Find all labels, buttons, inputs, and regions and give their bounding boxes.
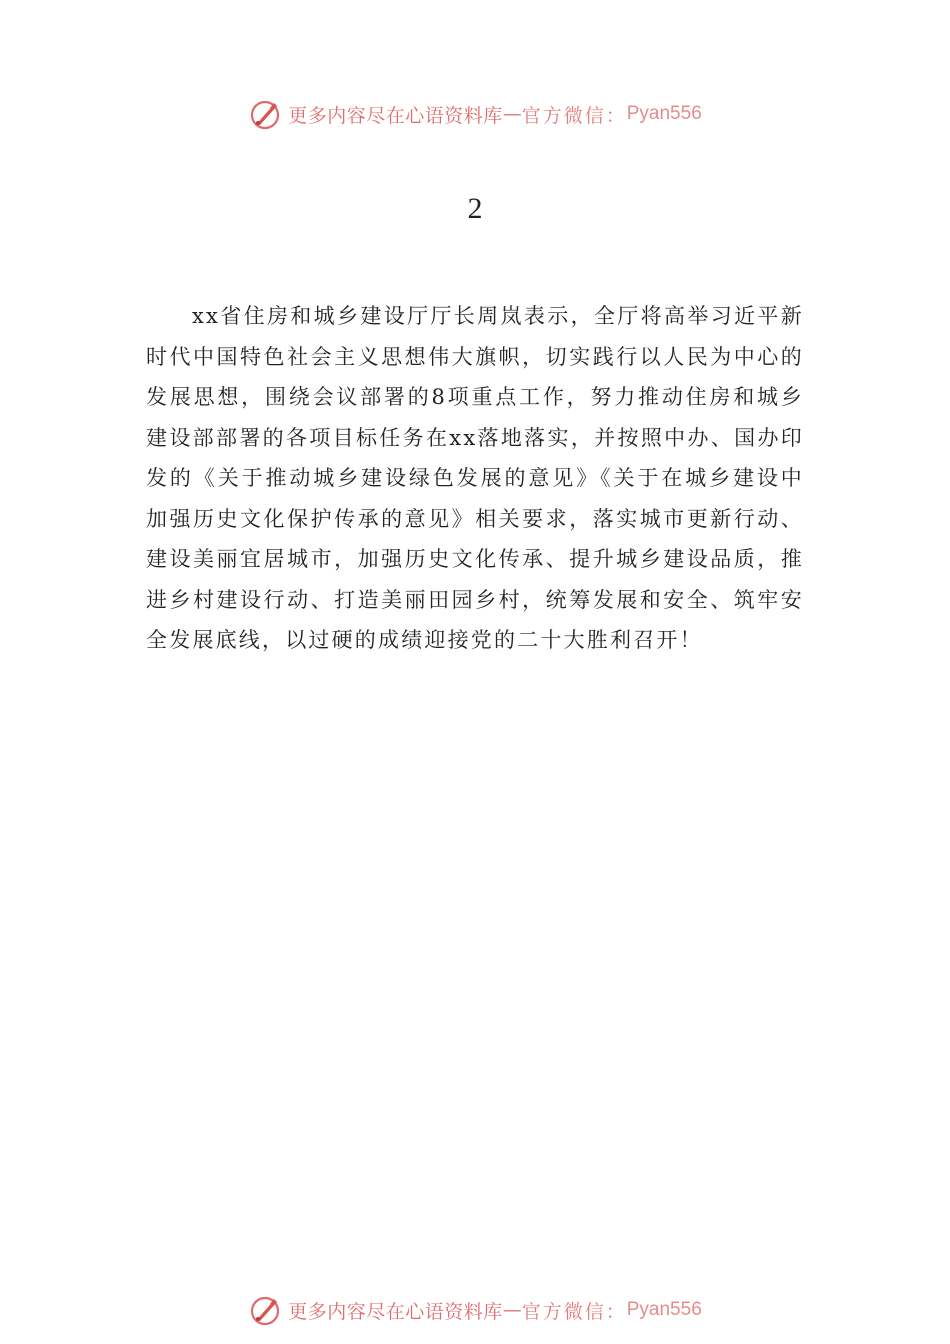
body-paragraph: xx省住房和城乡建设厅厅长周岚表示，全厅将高举习近平新时代中国特色社会主义思想伟大旗帜，切实践行以人民为中心的发展思想，围绕会议部署的8项重点工作，努力推动住房和城乡建设部部署的各项目标任务在xx落地落实，并按照中办、国办印发的《关于推动城乡建设绿色发展的意见》《关于在城乡建设中加强历史文化保护传承的意见》相关要求，落实城市更新行动、建设美丽宜居城市，加强历史文化传承、提升城乡建设品质，推进乡村建设行动、打造美丽田园乡村，统筹发展和安全、筑牢安全发展底线，以过硬的成绩迎接党的二十大胜利召开！ [146,304,804,652]
page-number: 2 [467,192,483,225]
watermark-id: Pyan556 [626,1299,702,1320]
watermark-label: 官方微信： [521,104,627,127]
footer-watermark [0,1290,950,1330]
watermark-id: Pyan556 [626,103,702,124]
quill-pen-logo-icon [248,1293,282,1327]
watermark-label: 官方微信： [521,1300,627,1323]
watermark-text: 更多内容尽在心语资料库 [288,1300,503,1323]
watermark-separator: — [502,1299,522,1321]
watermark-text: 更多内容尽在心语资料库 [288,104,503,127]
quill-pen-logo-icon [248,97,282,131]
watermark-separator: — [502,103,522,125]
header-watermark [0,94,950,134]
